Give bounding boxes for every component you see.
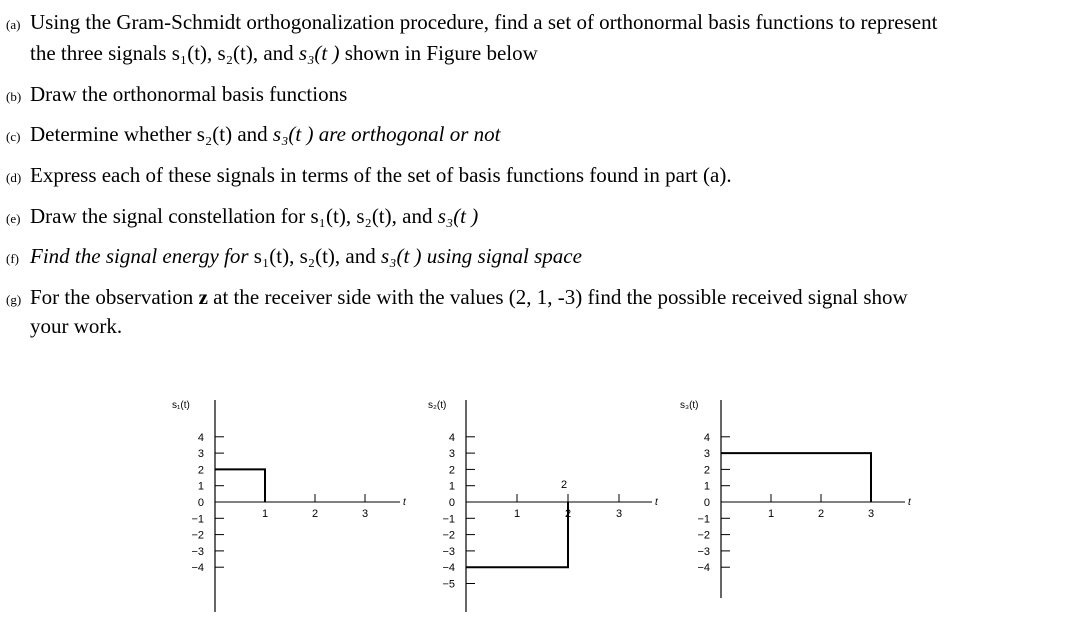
x-tick-label: 2 xyxy=(311,508,319,520)
question-c xyxy=(6,121,501,150)
question-text: Draw the orthonormal basis functions xyxy=(30,82,348,106)
question-text: Determine whether s₂(t) and xyxy=(30,122,273,146)
x-tick-label: 2 xyxy=(564,508,572,520)
x-axis-label: t xyxy=(403,497,406,508)
chart-title: s₂(t) xyxy=(428,400,447,411)
y-tick-label: −3 xyxy=(191,545,204,558)
y-tick-label: −1 xyxy=(697,513,710,526)
y-tick-label: 3 xyxy=(448,448,455,461)
x-tick-label: 1 xyxy=(513,508,521,520)
question-label: (e) xyxy=(6,211,21,226)
x-tick-label: 3 xyxy=(615,508,623,520)
x-tick-label: 3 xyxy=(361,508,369,520)
y-tick-label: −3 xyxy=(697,545,710,558)
y-tick-label: −2 xyxy=(442,529,455,542)
x-axis-label: t xyxy=(908,497,911,508)
y-tick-label: 3 xyxy=(197,448,204,461)
y-tick-label: −4 xyxy=(191,562,204,575)
question-a xyxy=(6,9,937,38)
y-tick-label: 3 xyxy=(703,448,710,461)
y-tick-label: −4 xyxy=(442,562,455,575)
question-text-italic: s₃(t ) xyxy=(298,41,340,65)
y-tick-label: 0 xyxy=(448,497,455,509)
x-tick-label: 1 xyxy=(767,508,775,520)
x-tick-label: 1 xyxy=(261,508,269,520)
x-axis-label: t xyxy=(655,497,658,508)
annotation-label: 2 xyxy=(560,479,568,491)
question-g xyxy=(6,284,908,313)
y-tick-label: 0 xyxy=(703,497,710,509)
y-tick-label: 2 xyxy=(197,464,204,477)
y-tick-label: 1 xyxy=(703,480,710,493)
x-tick-label: 3 xyxy=(867,508,875,520)
signal-line xyxy=(215,469,265,502)
question-b xyxy=(6,81,347,110)
y-tick-label: −1 xyxy=(442,513,455,526)
question-text-italic: s₃(t ) are orthogonal or not xyxy=(272,122,501,146)
question-text: at the receiver side with the values (2, 1, -3) find the possible received signal show xyxy=(207,285,908,309)
signal-line xyxy=(721,453,871,502)
question-text-bold: z xyxy=(198,285,208,309)
question-label: (g) xyxy=(6,292,22,307)
question-d xyxy=(6,162,732,191)
question-text-italic: s₃(t ) using signal space xyxy=(380,244,582,268)
question-text: the three signals s₁(t), s₂(t), and xyxy=(30,41,299,65)
y-tick-label: 4 xyxy=(197,431,204,444)
y-tick-label: −1 xyxy=(191,513,204,526)
chart-title: s₃(t) xyxy=(680,400,699,411)
x-tick-label: 2 xyxy=(817,508,825,520)
y-tick-label: 2 xyxy=(448,464,455,477)
question-text-italic: Find the signal energy for xyxy=(30,244,254,268)
y-tick-label: 4 xyxy=(703,431,710,444)
y-tick-label: −3 xyxy=(442,545,455,558)
y-tick-label: −2 xyxy=(191,529,204,542)
question-text: For the observation xyxy=(30,285,199,309)
signal-line xyxy=(466,502,568,567)
chart-title: s₁(t) xyxy=(172,400,190,411)
y-tick-label: −5 xyxy=(442,578,455,591)
question-label: (b) xyxy=(6,89,22,104)
question-text-italic: s₃(t ) xyxy=(437,204,479,228)
question-e xyxy=(6,203,478,232)
question-label: (a) xyxy=(6,17,21,32)
y-tick-label: 1 xyxy=(448,480,455,493)
y-tick-label: 1 xyxy=(197,480,204,493)
question-text: your work. xyxy=(30,314,123,338)
question-a-cont xyxy=(30,40,538,66)
question-f xyxy=(6,243,582,272)
question-label: (f) xyxy=(6,251,19,266)
question-label: (c) xyxy=(6,129,21,144)
y-tick-label: −2 xyxy=(697,529,710,542)
question-label: (d) xyxy=(6,170,22,185)
y-tick-label: 4 xyxy=(448,431,455,444)
question-text: s₁(t), s₂(t), and xyxy=(253,244,381,268)
y-tick-label: 0 xyxy=(197,497,204,509)
y-tick-label: 2 xyxy=(703,464,710,477)
question-text: Using the Gram-Schmidt orthogonalization procedure, find a set of orthonormal basis functions to represent xyxy=(30,10,938,34)
question-text: shown in Figure below xyxy=(339,41,538,65)
question-text: Express each of these signals in terms of the set of basis functions found in part (a). xyxy=(30,163,732,187)
y-tick-label: −4 xyxy=(697,562,710,575)
question-text: Draw the signal constellation for s₁(t), s₂(t), and xyxy=(30,204,438,228)
question-g-cont xyxy=(30,313,122,339)
